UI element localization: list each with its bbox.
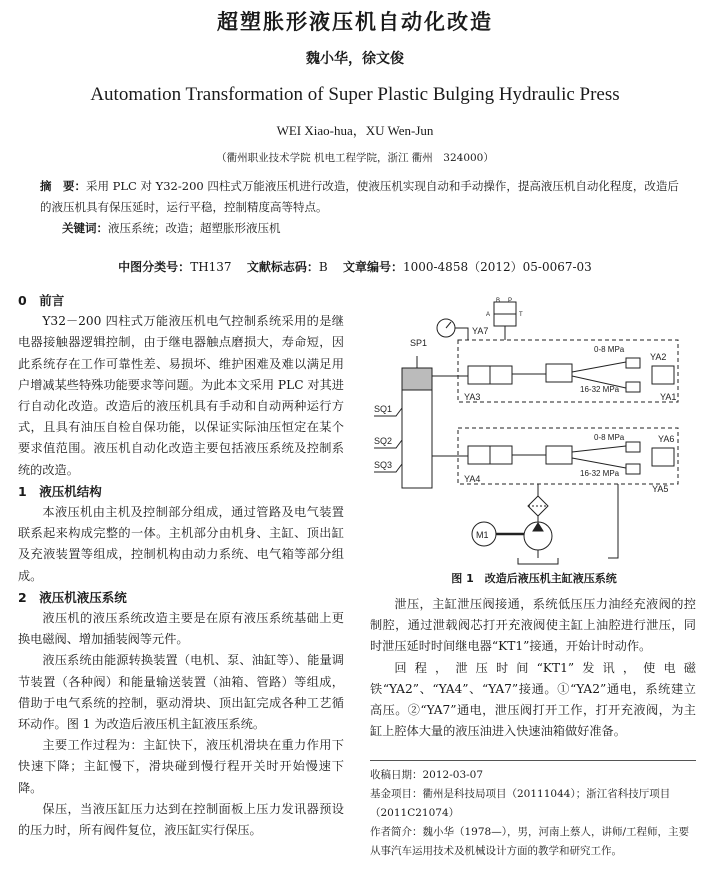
relief-valve-ya5 xyxy=(626,464,640,474)
intro-paragraph: Y32－200 四柱式万能液压机电气控制系统采用的是继电器接触器逻辑控制，由于继电器触点磨损大，寿命短，因此系统存在工作可靠性差、易损坏、维护困难及难以满足用户增减某些特殊功能要求等问题。为此本文采用 PLC 对其进行自动化改造。改造后的液压机具有手动和自动两种运行方式，且具有油压自检自保功能，以保证实际油压恒定在某个要求值范围。液压机自动化改造主要包括液压系统及控制系统的改造。 xyxy=(18,314,344,477)
relief-valve-ya1 xyxy=(626,382,640,392)
relief-valve-ya2 xyxy=(626,358,640,368)
left-column xyxy=(18,290,344,841)
footnote-divider xyxy=(370,760,696,761)
article-no-value: 1000-4858（2012）05-0067-03 xyxy=(402,260,592,274)
hydraulic-paragraph-2: 液压系统由能源转换装置（电机、泵、油缸等）、能量调节装置（各种阀）和能量输送装置（油箱、管路）等组成，借助于电气系统的控制，驱动滑块、顶出缸完成各种工艺循环动作。图 1 为改造后液压机主缸液压系统。 xyxy=(18,653,344,732)
section-2-title: 2 液压机液压系统 xyxy=(18,589,127,605)
clc-label: 中图分类号： xyxy=(118,260,191,274)
label-b: B xyxy=(496,298,501,304)
section-0-title: 0 前言 xyxy=(18,293,65,308)
structure-paragraph: 本液压机由主机及控制部分组成，通过管路及电气装置联系起来构成完整的一体。主机部分由机身、主缸、顶出缸及充液装置等组成，控制机构由动力系统、电气箱等部分组成。 xyxy=(18,505,344,583)
figure-caption: 图 1 改造后液压机主缸液压系统 xyxy=(451,572,617,585)
label-upper-pressure-low: 0-8 MPa xyxy=(594,345,625,354)
cartridge-valve-upper xyxy=(546,364,572,382)
abstract-label: 摘 要： xyxy=(40,179,86,193)
abstract-text: 采用 PLC 对 Y32-200 四柱式万能液压机进行改造，使液压机实现自动和手动操作，提高液压机自动化程度，改造后的液压机具有保压延时，运行平稳，控制精度高等特点。 xyxy=(40,179,679,214)
cartridge-valve-lower xyxy=(546,446,572,464)
paper-title-en: Automation Transformation of Super Plastic Bulging Hydraulic Press xyxy=(90,84,620,105)
right-column xyxy=(370,594,696,742)
label-sq2: SQ2 xyxy=(374,436,393,446)
footnote xyxy=(370,766,696,861)
affiliation: （衢州职业技术学院 机电工程学院，浙江 衢州 324000） xyxy=(216,152,494,164)
article-no-label: 文章编号： xyxy=(342,260,403,274)
label-ya1: YA1 xyxy=(660,392,677,402)
keywords-text: 液压系统；改造；超塑胀形液压机 xyxy=(108,221,281,235)
label-lower-pressure-low: 0-8 MPa xyxy=(594,433,625,442)
clc-value: TH137 xyxy=(190,260,232,274)
hydraulic-paragraph-1: 液压机的液压系统改造主要是在原有液压系统基础上更换电磁阀、增加插装阀等元件。 xyxy=(18,611,344,647)
valve-ya4 xyxy=(468,446,490,464)
authors-en: WEI Xiao-hua，XU Wen-Jun xyxy=(276,123,434,138)
label-ya4: YA4 xyxy=(464,474,481,484)
return-paragraph: 回程，泄压时间“KT1”发讯，使电磁铁“YA2”、“YA4”、“YA7”接通。①“YA2”通电，系统建立高压。②“YA7”通电，泄压阀打开工作，打开充液阀，为主缸上腔体大量的液压油进入快速油箱做好准备。 xyxy=(370,660,696,739)
fund-info: 基金项目：衢州是科技局项目（20111044）；浙江省科技厅项目（2011C21074） xyxy=(370,788,671,819)
label-lower-pressure-high: 16-32 MPa xyxy=(580,469,620,478)
abstract xyxy=(40,176,680,218)
section-1-title: 1 液压机结构 xyxy=(18,483,102,499)
label-ya7: YA7 xyxy=(472,326,489,336)
hydraulic-schematic-figure xyxy=(368,296,700,568)
label-upper-pressure-high: 16-32 MPa xyxy=(580,385,620,394)
label-sp1: SP1 xyxy=(410,338,428,348)
paper-title-cn: 超塑胀形液压机自动化改造 xyxy=(217,10,493,34)
label-a: A xyxy=(486,312,491,318)
label-sq3: SQ3 xyxy=(374,460,393,470)
label-ya5: YA5 xyxy=(652,484,669,494)
doc-code-value: B xyxy=(318,260,328,274)
label-t: T xyxy=(519,312,523,318)
label-sq1: SQ1 xyxy=(374,404,393,414)
label-m1: M1 xyxy=(476,530,489,540)
label-p: P xyxy=(508,298,513,304)
oil-tank-icon xyxy=(518,558,558,564)
label-ya3: YA3 xyxy=(464,392,481,402)
hydraulic-paragraph-3: 主要工作过程为：主缸快下，液压机滑块在重力作用下快速下降；主缸慢下，滑块碰到慢行程开关时开始慢速下降。 xyxy=(18,738,344,795)
keywords-label: 关键词： xyxy=(62,221,108,235)
received-date: 收稿日期：2012-03-07 xyxy=(370,769,484,781)
relief-valve-ya6 xyxy=(626,442,640,452)
lower-valve-group xyxy=(458,428,678,484)
hydraulic-paragraph-4: 保压，当液压缸压力达到在控制面板上压力发讯器预设的压力时，所有阀件复位，液压缸实行保压。 xyxy=(18,801,344,838)
doc-code-label: 文献标志码： xyxy=(246,260,319,274)
keywords xyxy=(62,220,672,236)
valve-ya3 xyxy=(468,366,490,384)
upper-valve-group xyxy=(458,340,678,402)
author-bio: 作者简介：魏小华（1978—），男，河南上蔡人，讲师/工程师，主要从事汽车运用技术及机械设计方面的教学和研究工作。 xyxy=(370,826,690,857)
classification-line xyxy=(0,258,710,275)
label-ya6: YA6 xyxy=(658,434,675,444)
unload-paragraph: 泄压，主缸泄压阀接通，系统低压压力油经充液阀的控制腔，通过泄载阀芯打开充液阀使主缸上油腔进行泄压，同时泄压延时时间继电器“KT1”接通，开始计时动作。 xyxy=(370,597,696,654)
label-ya2: YA2 xyxy=(650,352,667,362)
authors-cn: 魏小华，徐文俊 xyxy=(306,51,404,67)
